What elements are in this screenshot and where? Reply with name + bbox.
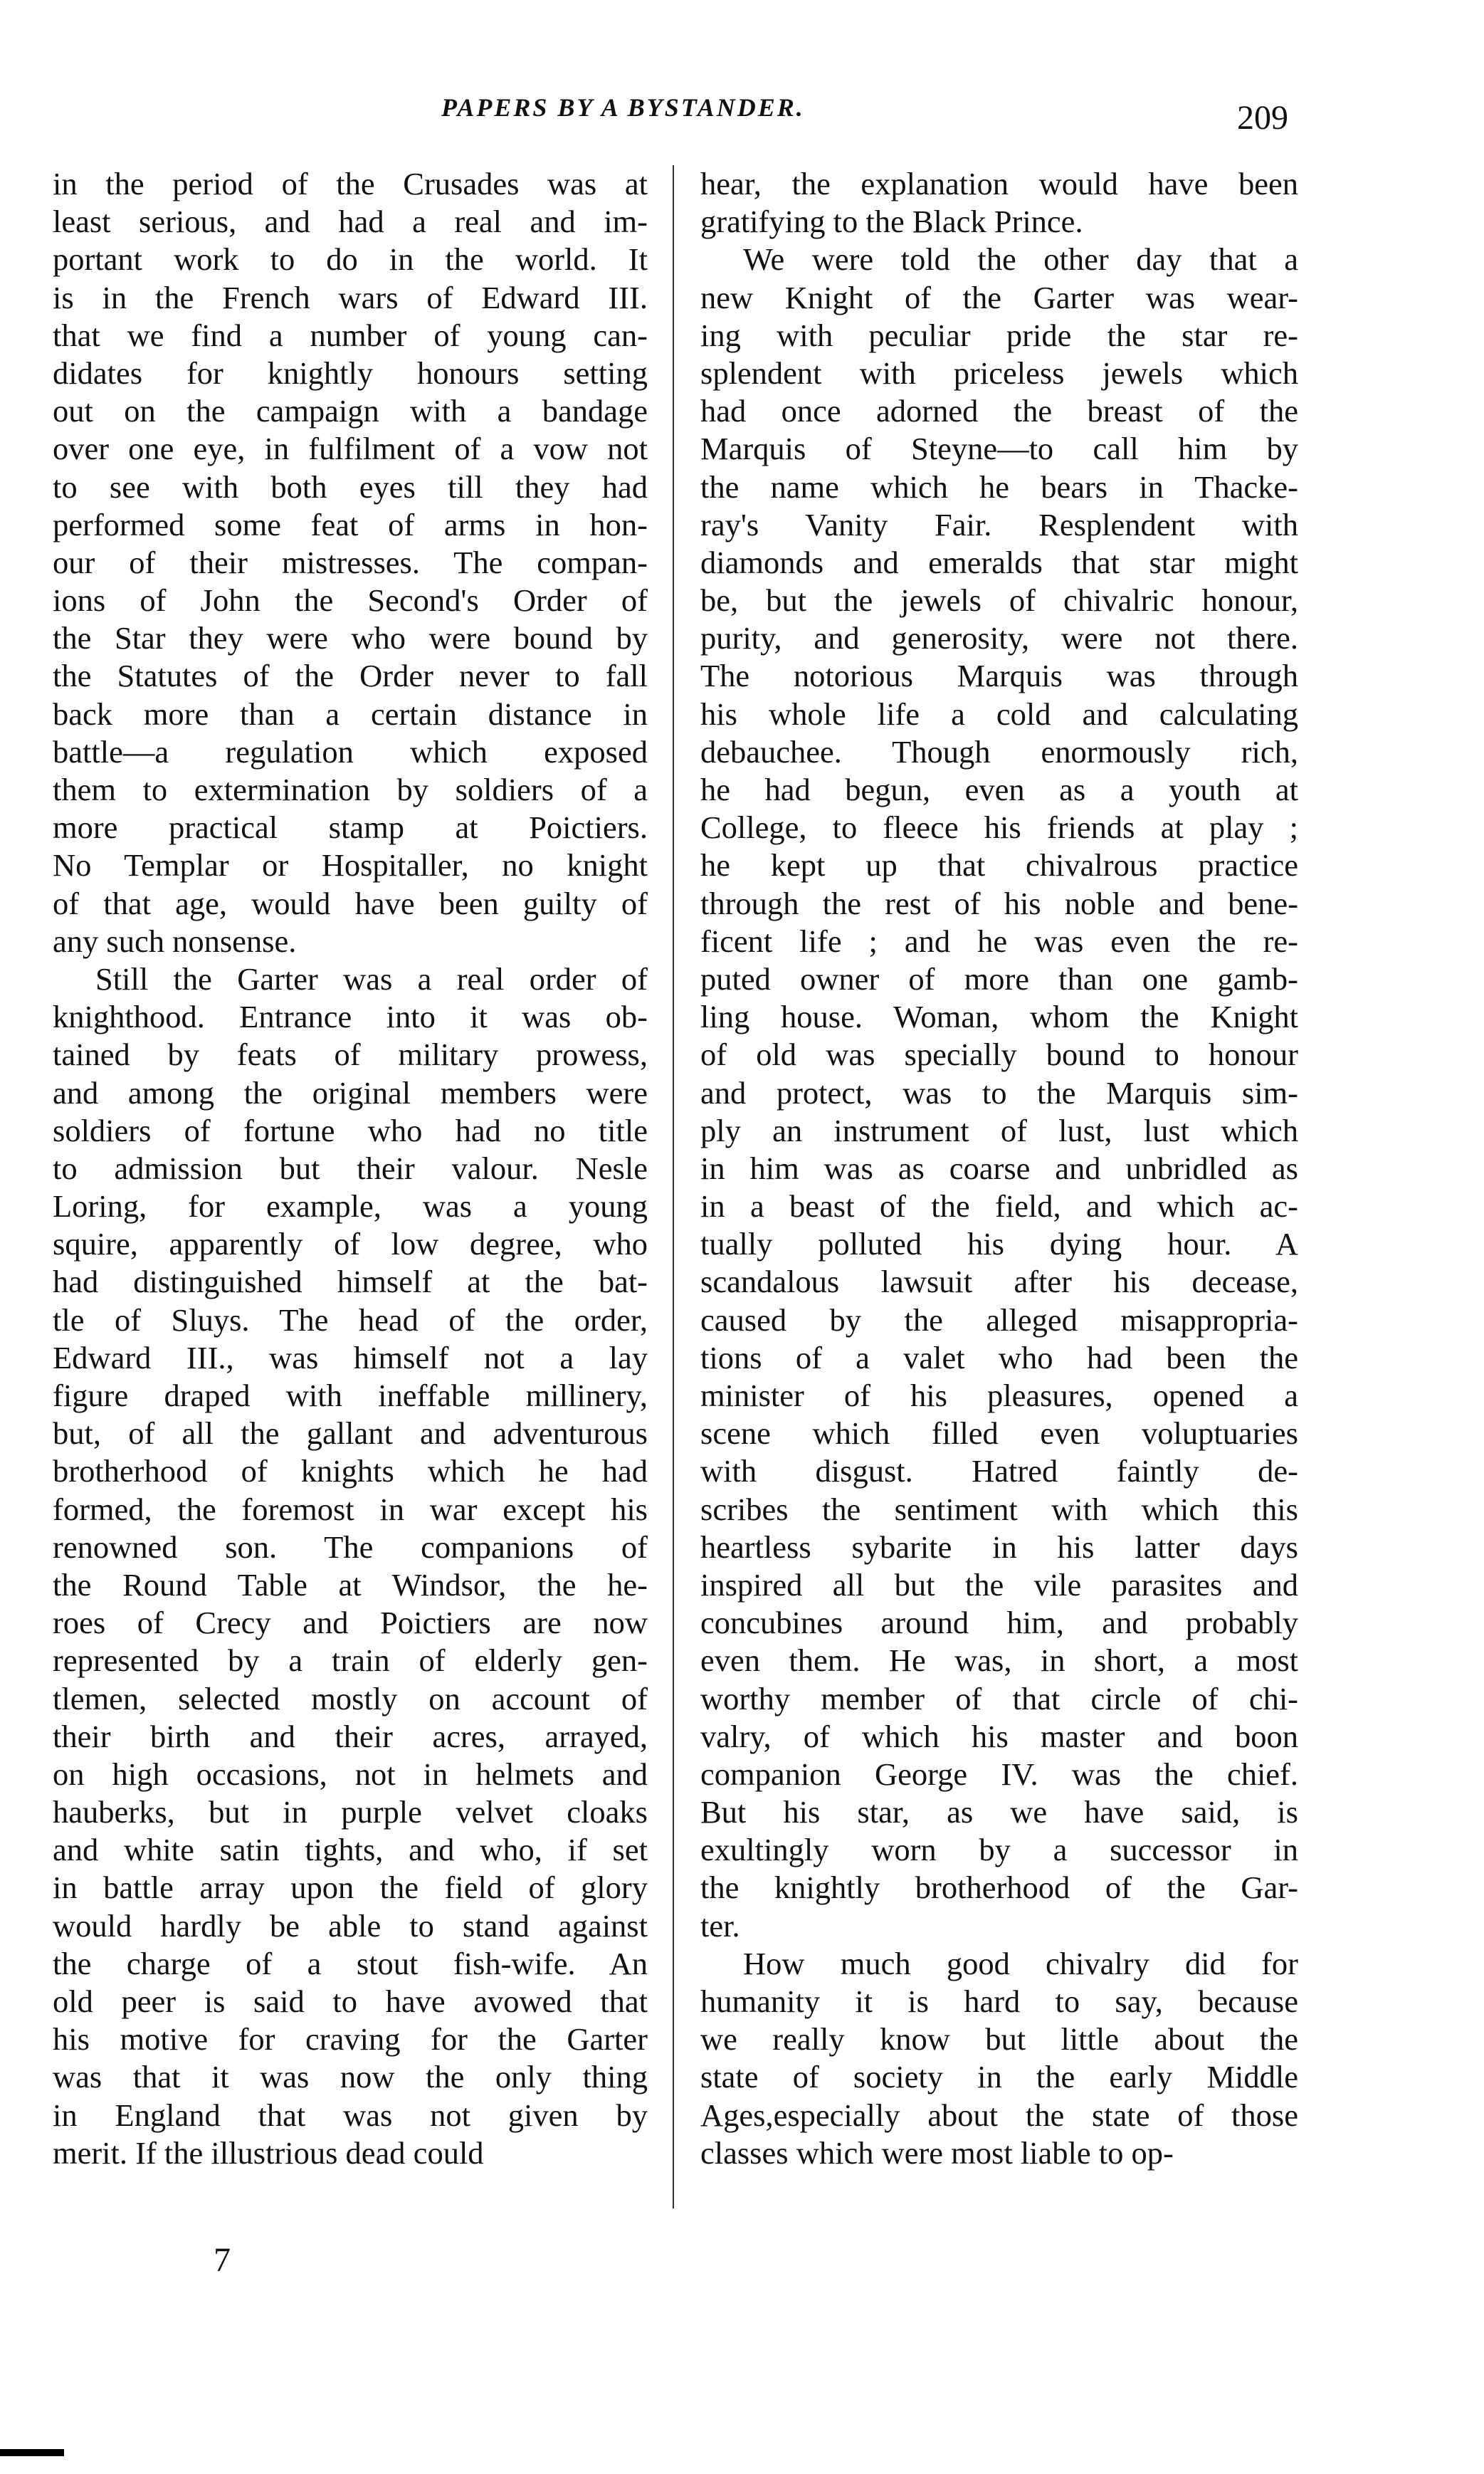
text-line: over one eye, in fulfilment of a vow not	[53, 431, 648, 467]
text-line: ray's Vanity Fair. Resplendent with	[700, 506, 1298, 543]
text-line: back more than a certain distance in	[53, 696, 648, 732]
text-line: performed some feat of arms in hon-	[53, 506, 648, 543]
page-number: 209	[1237, 99, 1288, 137]
text-line: the name which he bears in Thacke-	[700, 468, 1298, 505]
text-line: state of society in the early Middle	[700, 2059, 1298, 2095]
text-line: that we find a number of young can-	[53, 317, 648, 353]
text-line: the charge of a stout fish-wife. An	[53, 1945, 648, 1981]
text-line: through the rest of his noble and bene-	[700, 885, 1298, 921]
text-line: purity, and generosity, were not there.	[700, 620, 1298, 656]
text-line: puted owner of more than one gamb-	[700, 960, 1298, 997]
text-line: the knightly brotherhood of the Gar-	[700, 1870, 1298, 1906]
text-line: classes which were most liable to op-	[700, 2134, 1174, 2171]
text-line: in England that was not given by	[53, 2097, 648, 2133]
text-line: their birth and their acres, arrayed,	[53, 1718, 648, 1754]
text-line: battle—a regulation which exposed	[53, 733, 648, 770]
text-line: ficent life ; and he was even the re-	[700, 923, 1298, 959]
text-line: tle of Sluys. The head of the order,	[53, 1301, 648, 1338]
text-line: the Star they were who were bound by	[53, 620, 648, 656]
text-line: debauchee. Though enormously rich,	[700, 733, 1298, 770]
text-line: diamonds and emeralds that star might	[700, 544, 1298, 580]
text-line: represented by a train of elderly gen-	[53, 1642, 648, 1679]
text-line: scene which filled even voluptuaries	[700, 1415, 1298, 1452]
text-line: even them. He was, in short, a most	[700, 1642, 1298, 1679]
text-line: least serious, and had a real and im-	[53, 204, 648, 240]
text-line: ling house. Woman, whom the Knight	[700, 999, 1298, 1035]
signature-mark: 7	[214, 2241, 231, 2279]
text-line: be, but the jewels of chivalric honour,	[700, 582, 1298, 619]
text-line: them to extermination by soldiers of a	[53, 772, 648, 807]
text-line: College, to fleece his friends at play ;	[700, 809, 1298, 846]
text-line: brotherhood of knights which he had	[53, 1453, 648, 1489]
running-title: PAPERS BY A BYSTANDER.	[441, 93, 805, 122]
text-line: his motive for craving for the Garter	[53, 2021, 648, 2058]
text-line: caused by the alleged misappropria-	[700, 1301, 1298, 1338]
text-line: heartless sybarite in his latter days	[700, 1529, 1298, 1565]
text-line: in a beast of the field, and which ac-	[700, 1188, 1298, 1225]
text-line: had once adorned the breast of the	[700, 393, 1298, 429]
text-line: worthy member of that circle of chi-	[700, 1680, 1298, 1716]
text-line: gratifying to the Black Prince.	[700, 204, 1083, 240]
text-line: our of their mistresses. The compan-	[53, 544, 648, 580]
text-line: No Templar or Hospitaller, no knight	[53, 847, 648, 884]
text-line: tlemen, selected mostly on account of	[53, 1680, 648, 1716]
text-line: scribes the sentiment with which this	[700, 1491, 1298, 1527]
left-column	[53, 165, 648, 2172]
text-line: tions of a valet who had been the	[700, 1339, 1298, 1375]
text-line: squire, apparently of low degree, who	[53, 1226, 648, 1262]
text-line: formed, the foremost in war except his	[53, 1491, 648, 1527]
text-line: scandalous lawsuit after his decease,	[700, 1264, 1298, 1300]
text-line: The notorious Marquis was through	[700, 658, 1298, 694]
text-line: tually polluted his dying hour. A	[700, 1226, 1298, 1262]
text-line: exultingly worn by a successor in	[700, 1832, 1298, 1868]
text-line: he kept up that chivalrous practice	[700, 847, 1298, 884]
text-line: more practical stamp at Poictiers.	[53, 809, 648, 846]
text-line: in battle array upon the field of glory	[53, 1870, 648, 1906]
text-line: humanity it is hard to say, because	[700, 1983, 1298, 2019]
text-line: out on the campaign with a bandage	[53, 393, 648, 429]
text-line: but, of all the gallant and adventurous	[53, 1415, 648, 1452]
text-line: Edward III., was himself not a lay	[53, 1339, 648, 1375]
text-line: minister of his pleasures, opened a	[700, 1378, 1298, 1413]
text-line: knighthood. Entrance into it was ob-	[53, 999, 648, 1035]
text-line: valry, of which his master and boon	[700, 1718, 1298, 1754]
text-line: ions of John the Second's Order of	[53, 582, 648, 619]
text-line: was that it was now the only thing	[53, 2059, 648, 2095]
right-column	[700, 165, 1298, 2172]
text-line: Marquis of Steyne—to call him by	[700, 431, 1298, 467]
text-line: Still the Garter was a real order of	[95, 960, 648, 997]
text-line: and protect, was to the Marquis sim-	[700, 1074, 1298, 1111]
text-line: in the period of the Crusades was at	[53, 166, 648, 201]
text-line: the Round Table at Windsor, the he-	[53, 1566, 648, 1603]
text-line: the Statutes of the Order never to fall	[53, 658, 648, 694]
text-line: portant work to do in the world. It	[53, 241, 648, 278]
text-line: companion George IV. was the chief.	[700, 1756, 1298, 1792]
text-line: roes of Crecy and Poictiers are now	[53, 1605, 648, 1641]
text-line: inspired all but the vile parasites and	[700, 1566, 1298, 1603]
text-line: his whole life a cold and calculating	[700, 696, 1298, 732]
text-line: of that age, would have been guilty of	[53, 885, 648, 921]
column-divider	[673, 165, 674, 2208]
text-line: had distinguished himself at the bat-	[53, 1264, 648, 1300]
text-line: in him was as coarse and unbridled as	[700, 1150, 1298, 1186]
text-line: with disgust. Hatred faintly de-	[700, 1453, 1298, 1489]
text-line: merit. If the illustrious dead could	[53, 2134, 484, 2171]
text-line: hear, the explanation would have been	[700, 166, 1298, 201]
text-line: We were told the other day that a	[743, 241, 1298, 278]
text-line: and white satin tights, and who, if set	[53, 1832, 648, 1868]
text-line: ter.	[700, 1907, 740, 1944]
text-line: to see with both eyes till they had	[53, 468, 648, 505]
text-line: But his star, as we have said, is	[700, 1794, 1298, 1830]
text-line: hauberks, but in purple velvet cloaks	[53, 1794, 648, 1830]
text-line: of old was specially bound to honour	[700, 1037, 1298, 1073]
text-line: figure draped with ineffable millinery,	[53, 1378, 648, 1413]
text-line: renowned son. The companions of	[53, 1529, 648, 1565]
text-line: old peer is said to have avowed that	[53, 1983, 648, 2019]
text-line: Ages,especially about the state of those	[700, 2097, 1298, 2133]
text-line: Loring, for example, was a young	[53, 1188, 648, 1225]
text-line: soldiers of fortune who had no title	[53, 1112, 648, 1148]
text-line: ply an instrument of lust, lust which	[700, 1112, 1298, 1148]
text-line: to admission but their valour. Nesle	[53, 1150, 648, 1186]
text-line: would hardly be able to stand against	[53, 1907, 648, 1944]
text-line: concubines around him, and probably	[700, 1605, 1298, 1641]
text-line: splendent with priceless jewels which	[700, 355, 1298, 391]
text-line: we really know but little about the	[700, 2021, 1298, 2058]
text-line: any such nonsense.	[53, 923, 297, 959]
text-line: ing with peculiar pride the star re-	[700, 317, 1298, 353]
text-line: and among the original members were	[53, 1074, 648, 1111]
text-line: How much good chivalry did for	[743, 1945, 1298, 1981]
scan-edge-mark	[0, 2449, 64, 2456]
text-line: is in the French wars of Edward III.	[53, 279, 648, 315]
text-line: tained by feats of military prowess,	[53, 1037, 648, 1073]
text-line: on high occasions, not in helmets and	[53, 1756, 648, 1792]
text-line: didates for knightly honours setting	[53, 355, 648, 391]
text-line: he had begun, even as a youth at	[700, 772, 1298, 807]
text-line: new Knight of the Garter was wear-	[700, 279, 1298, 315]
